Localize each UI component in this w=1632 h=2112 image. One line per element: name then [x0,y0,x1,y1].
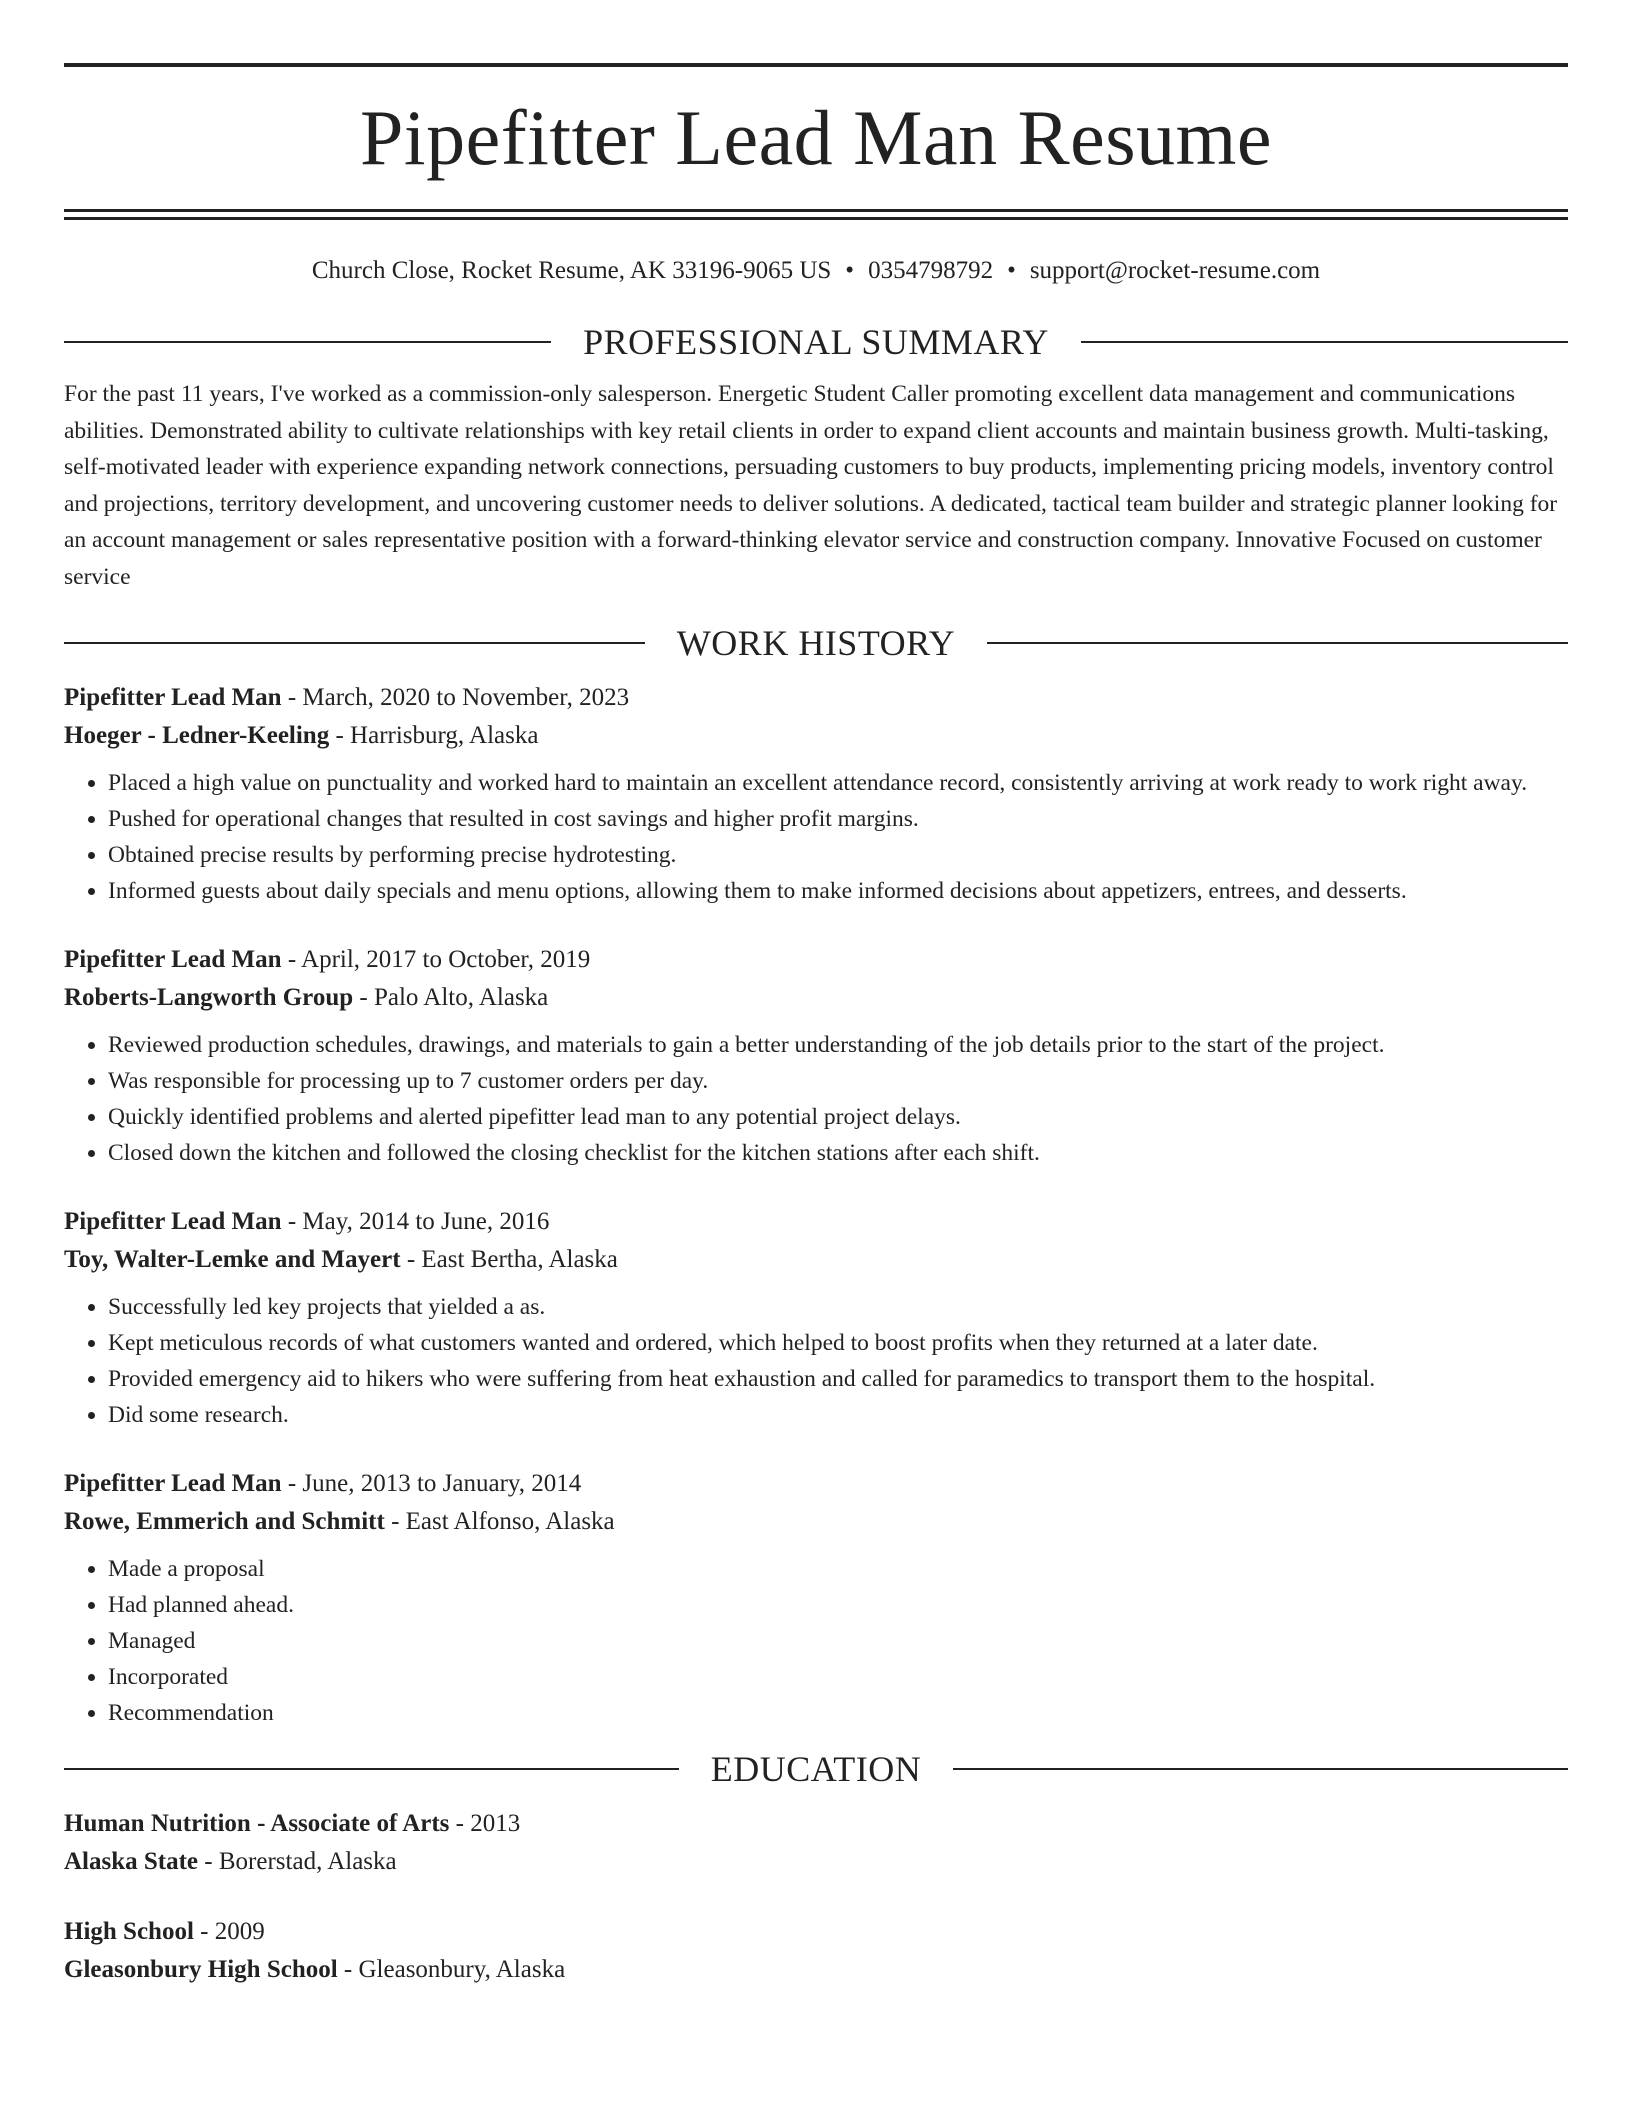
job-title: Pipefitter Lead Man [64,684,282,711]
list-item: • Provided emergency aid to hikers who were suffering from heat exhaustion and called for paramedics to transport them to the hospital. [108,1361,1568,1397]
list-item: • Recommendation [108,1695,1568,1731]
job-dates: May, 2014 to June, 2016 [302,1208,550,1235]
education-year: 2013 [470,1810,521,1837]
dash: - [449,1810,471,1837]
contact-address: Church Close, Rocket Resume, AK 33196-9065 US [311,257,832,284]
contact-line [64,256,1568,286]
list-item: • Reviewed production schedules, drawings, and materials to gain a better understanding of the job details prior to the start of the project. [108,1027,1568,1063]
list-item: • Obtained precise results by performing precise hydrotesting. [108,837,1568,873]
job-location: Harrisburg, Alaska [350,722,539,749]
education-school: Gleasonbury High School [64,1956,338,1983]
education-year: 2009 [214,1918,265,1945]
dash: - [193,1918,215,1945]
resume-title: Pipefitter Lead Man Resume [360,94,1272,181]
education-entry [64,1913,1568,1989]
contact-separator: • [1007,257,1016,284]
job-company-line [64,1241,1568,1279]
top-rule [64,63,1568,67]
job-dates: March, 2020 to November, 2023 [302,684,630,711]
job-title-line [64,1203,1568,1241]
job-entry [64,679,1568,909]
dash: - [198,1848,219,1875]
work-history-list [64,679,1568,1731]
job-title: Pipefitter Lead Man [64,1470,282,1497]
education-degree-line [64,1913,1568,1951]
dash: - [281,1208,303,1235]
dash: - [329,722,351,749]
education-school-line [64,1951,1568,1989]
job-company: Roberts-Langworth Group [64,984,354,1011]
section-title: WORK HISTORY [676,623,956,663]
job-company: Rowe, Emmerich and Schmitt [64,1508,385,1535]
job-dates: April, 2017 to October, 2019 [301,946,591,973]
list-item: • Managed [108,1623,1568,1659]
job-location: East Alfonso, Alaska [405,1508,615,1535]
list-item: • Made a proposal [108,1551,1568,1587]
education-school: Alaska State [64,1848,199,1875]
heading-rule-right [953,1768,1568,1770]
job-entry [64,1203,1568,1433]
title-rule-upper [64,209,1568,212]
job-location: East Bertha, Alaska [421,1246,618,1273]
job-entry [64,941,1568,1171]
job-company-line [64,979,1568,1017]
dash: - [337,1956,359,1983]
dash: - [353,984,374,1011]
job-dates: June, 2013 to January, 2014 [302,1470,582,1497]
section-title: EDUCATION [710,1749,922,1789]
title-rule-lower [64,217,1568,220]
list-item: • Was responsible for processing up to 7 customer orders per day. [108,1063,1568,1099]
education-list [64,1805,1568,1989]
job-bullets [64,1551,1568,1731]
job-title: Pipefitter Lead Man [64,1208,282,1235]
education-entry [64,1805,1568,1881]
education-degree-line [64,1805,1568,1843]
section-heading-summary [64,320,1568,364]
education-location: Gleasonbury, Alaska [358,1956,566,1983]
job-title-line [64,1465,1568,1503]
section-title: PROFESSIONAL SUMMARY [583,322,1049,362]
job-title-line [64,679,1568,717]
education-degree: High School [64,1918,194,1945]
job-company-line [64,1503,1568,1541]
job-bullets [64,765,1568,909]
education-degree: Human Nutrition - Associate of Arts [64,1810,450,1837]
contact-separator: • [845,257,855,284]
list-item: • Successfully led key projects that yielded a as. [108,1289,1568,1325]
section-heading-education [64,1747,1568,1791]
list-item: • Incorporated [108,1659,1568,1695]
contact-email: support@rocket-resume.com [1029,257,1321,284]
job-title: Pipefitter Lead Man [64,946,282,973]
heading-rule-left [64,341,551,343]
summary-text: For the past 11 years, I've worked as a commission-only salesperson. Energetic Student Caller promoting excellent data management and communications abilities. Demonstrated ability to cultivate relationships with key retail clients in order to expand client accounts and maintain business growth. Multi-tasking, self-motivated leader with experience expanding network connections, persuading customers to buy products, implementing pricing models, inventory control and projections, territory development, and uncovering customer needs to deliver solutions. A dedicated, tactical team builder and strategic planner looking for an account management or sales representative position with a forward-thinking elevator service and construction company. Innovative Focused on customer service [64,381,1558,590]
list-item: • Kept meticulous records of what customers wanted and ordered, which helped to boost profits when they returned at a later date. [108,1325,1568,1361]
heading-rule-right [987,642,1568,644]
list-item: • Closed down the kitchen and followed the closing checklist for the kitchen stations after each shift. [108,1135,1568,1171]
list-item: • Placed a high value on punctuality and worked hard to maintain an excellent attendance record, consistently arriving at work ready to work right away. [108,765,1568,801]
section-heading-work [64,621,1568,665]
dash: - [281,1470,303,1497]
dash: - [281,946,302,973]
list-item: • Quickly identified problems and alerted pipefitter lead man to any potential project delays. [108,1099,1568,1135]
job-title-line [64,941,1568,979]
job-company-line [64,717,1568,755]
contact-phone: 0354798792 [868,257,994,284]
heading-rule-left [64,642,645,644]
list-item: • Informed guests about daily specials and menu options, allowing them to make informed decisions about appetizers, entrees, and desserts. [108,873,1568,909]
dash: - [281,684,303,711]
list-item: • Pushed for operational changes that resulted in cost savings and higher profit margins. [108,801,1568,837]
education-location: Borerstad, Alaska [218,1848,397,1875]
list-item: • Had planned ahead. [108,1587,1568,1623]
dash: - [384,1508,406,1535]
job-company: Hoeger - Ledner-Keeling [64,722,330,749]
heading-rule-left [64,1768,679,1770]
job-location: Palo Alto, Alaska [373,984,549,1011]
job-entry [64,1465,1568,1731]
dash: - [400,1246,422,1273]
education-school-line [64,1843,1568,1881]
list-item: • Did some research. [108,1397,1568,1433]
heading-rule-right [1081,341,1568,343]
job-company: Toy, Walter-Lemke and Mayert [64,1246,401,1273]
job-bullets [64,1027,1568,1171]
job-bullets [64,1289,1568,1433]
